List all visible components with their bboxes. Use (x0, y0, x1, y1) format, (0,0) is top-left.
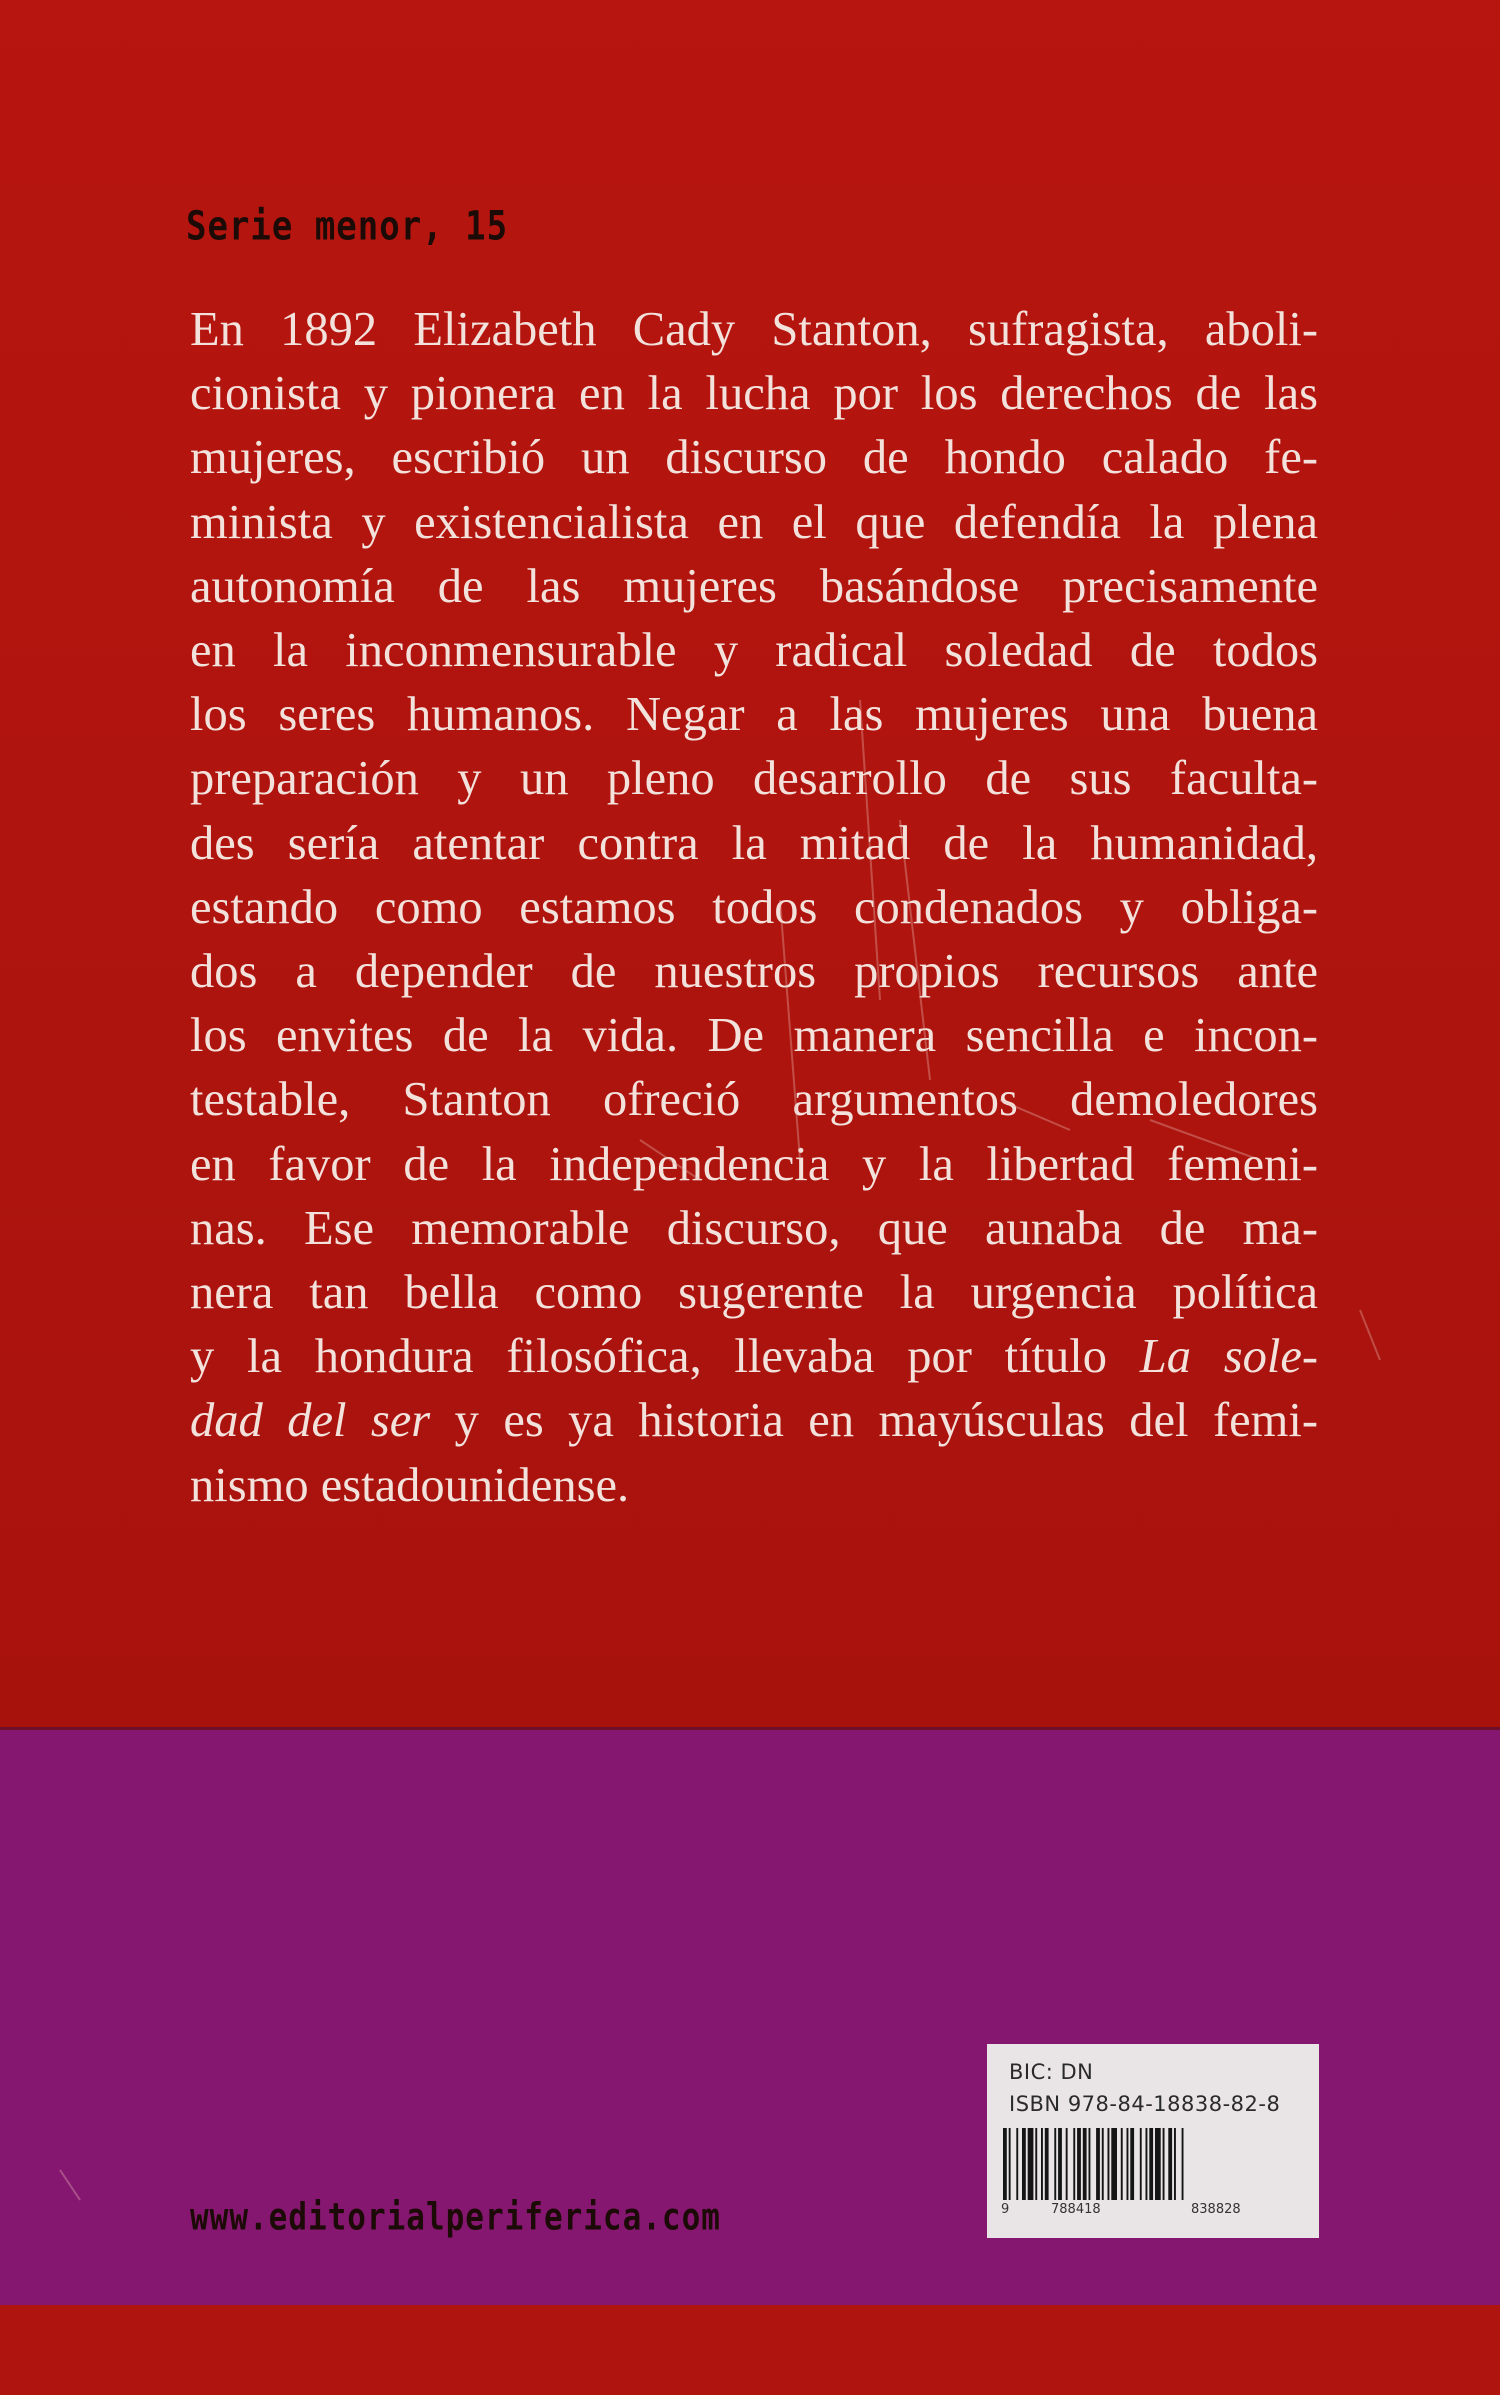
blurb-line-title-end (190, 1389, 1318, 1453)
barcode-bar (1003, 2128, 1007, 2200)
barcode-bar (1066, 2128, 1068, 2200)
blurb-line: minista y existencialista en el que defendía la plena (190, 495, 1318, 549)
barcode-bar (1058, 2128, 1062, 2200)
book-title-part: La sole- (1139, 1330, 1318, 1384)
barcode-bar (1182, 2128, 1184, 2200)
blurb-last-line: nismo estadounidense. (190, 1458, 630, 1512)
blurb-line: en la inconmensurable y radical soledad de todos (190, 624, 1318, 678)
blurb-text: y es ya historia en mayúsculas del femi- (430, 1394, 1318, 1448)
blurb-line: En 1892 Elizabeth Cady Stanton, sufragista, aboli- (190, 303, 1318, 356)
book-title-part: dad del ser (190, 1394, 431, 1448)
blurb-line: testable, Stanton ofreció argumentos demoledores (190, 1073, 1318, 1127)
blurb-line: dos a depender de nuestros propios recursos ante (190, 945, 1318, 999)
blurb-line-title-start (190, 1325, 1318, 1389)
series-label: Serie menor, 15 (186, 203, 509, 251)
barcode-bar (1096, 2128, 1100, 2200)
barcode-bar (1174, 2128, 1176, 2200)
barcode-bar (1127, 2128, 1129, 2200)
barcode-lead-digit: 9 (1001, 2202, 1010, 2217)
barcode-bar (1073, 2128, 1075, 2200)
blurb-line: nas. Ese memorable discurso, que aunaba de ma- (190, 1201, 1318, 1255)
blurb-line: cionista y pionera en la lucha por los derechos de las (190, 367, 1318, 421)
barcode-left-digits: 788418 (1051, 2202, 1101, 2217)
isbn-number: ISBN 978-84-18838-82-8 (1009, 2092, 1281, 2116)
barcode-right-digits: 838828 (1191, 2202, 1241, 2217)
barcode-bar (1041, 2128, 1043, 2200)
blurb-line: los seres humanos. Negar a las mujeres una buena (190, 688, 1318, 742)
barcode-bar (1016, 2128, 1018, 2200)
barcode-bar (1054, 2128, 1056, 2200)
barcode-bar (1108, 2128, 1110, 2200)
blurb-line: mujeres, escribió un discurso de hondo calado fe- (190, 431, 1318, 485)
blurb-line: preparación y un pleno desarrollo de sus faculta- (190, 752, 1318, 806)
blurb-line: autonomía de las mujeres basándose precisamente (190, 559, 1318, 613)
blurb-line: estando como estamos todos condenados y obliga- (190, 880, 1318, 934)
blurb-line: en favor de la independencia y la libertad femeni- (190, 1137, 1318, 1191)
barcode-bar (1121, 2128, 1123, 2200)
barcode-bar (1140, 2128, 1142, 2200)
publisher-website: www.editorialperiferica.com (190, 2196, 721, 2240)
barcode-bar (1146, 2128, 1148, 2200)
barcode-icon (1001, 2128, 1305, 2200)
barcode-bar (1155, 2128, 1161, 2200)
blurb-text: y la hondura filosófica, llevaba por título (190, 1330, 1140, 1384)
barcode-bar (1089, 2128, 1091, 2200)
barcode-bar (1083, 2128, 1087, 2200)
barcode-label (987, 2044, 1319, 2238)
barcode-bar (1022, 2128, 1026, 2200)
barcode-bar (1035, 2128, 1037, 2200)
barcode-bar (1028, 2128, 1034, 2200)
bic-code: BIC: DN (1009, 2060, 1094, 2084)
barcode-bar (1111, 2128, 1117, 2200)
barcode-bar (1168, 2128, 1172, 2200)
blurb-line: des sería atentar contra la mitad de la humanidad, (190, 816, 1318, 870)
barcode-bar (1149, 2128, 1153, 2200)
barcode-bar (1163, 2128, 1165, 2200)
blurb-line: nera tan bella como sugerente la urgencia política (190, 1266, 1318, 1320)
bottom-red-strip (0, 2305, 1500, 2395)
barcode-bar (1102, 2128, 1104, 2200)
barcode-bar (1045, 2128, 1049, 2200)
blurb-line: los envites de la vida. De manera sencilla e incon- (190, 1009, 1318, 1063)
barcode-bar (1077, 2128, 1081, 2200)
back-cover-blurb (190, 298, 1318, 1518)
barcode-bar (1009, 2128, 1011, 2200)
barcode-bar (1130, 2128, 1134, 2200)
